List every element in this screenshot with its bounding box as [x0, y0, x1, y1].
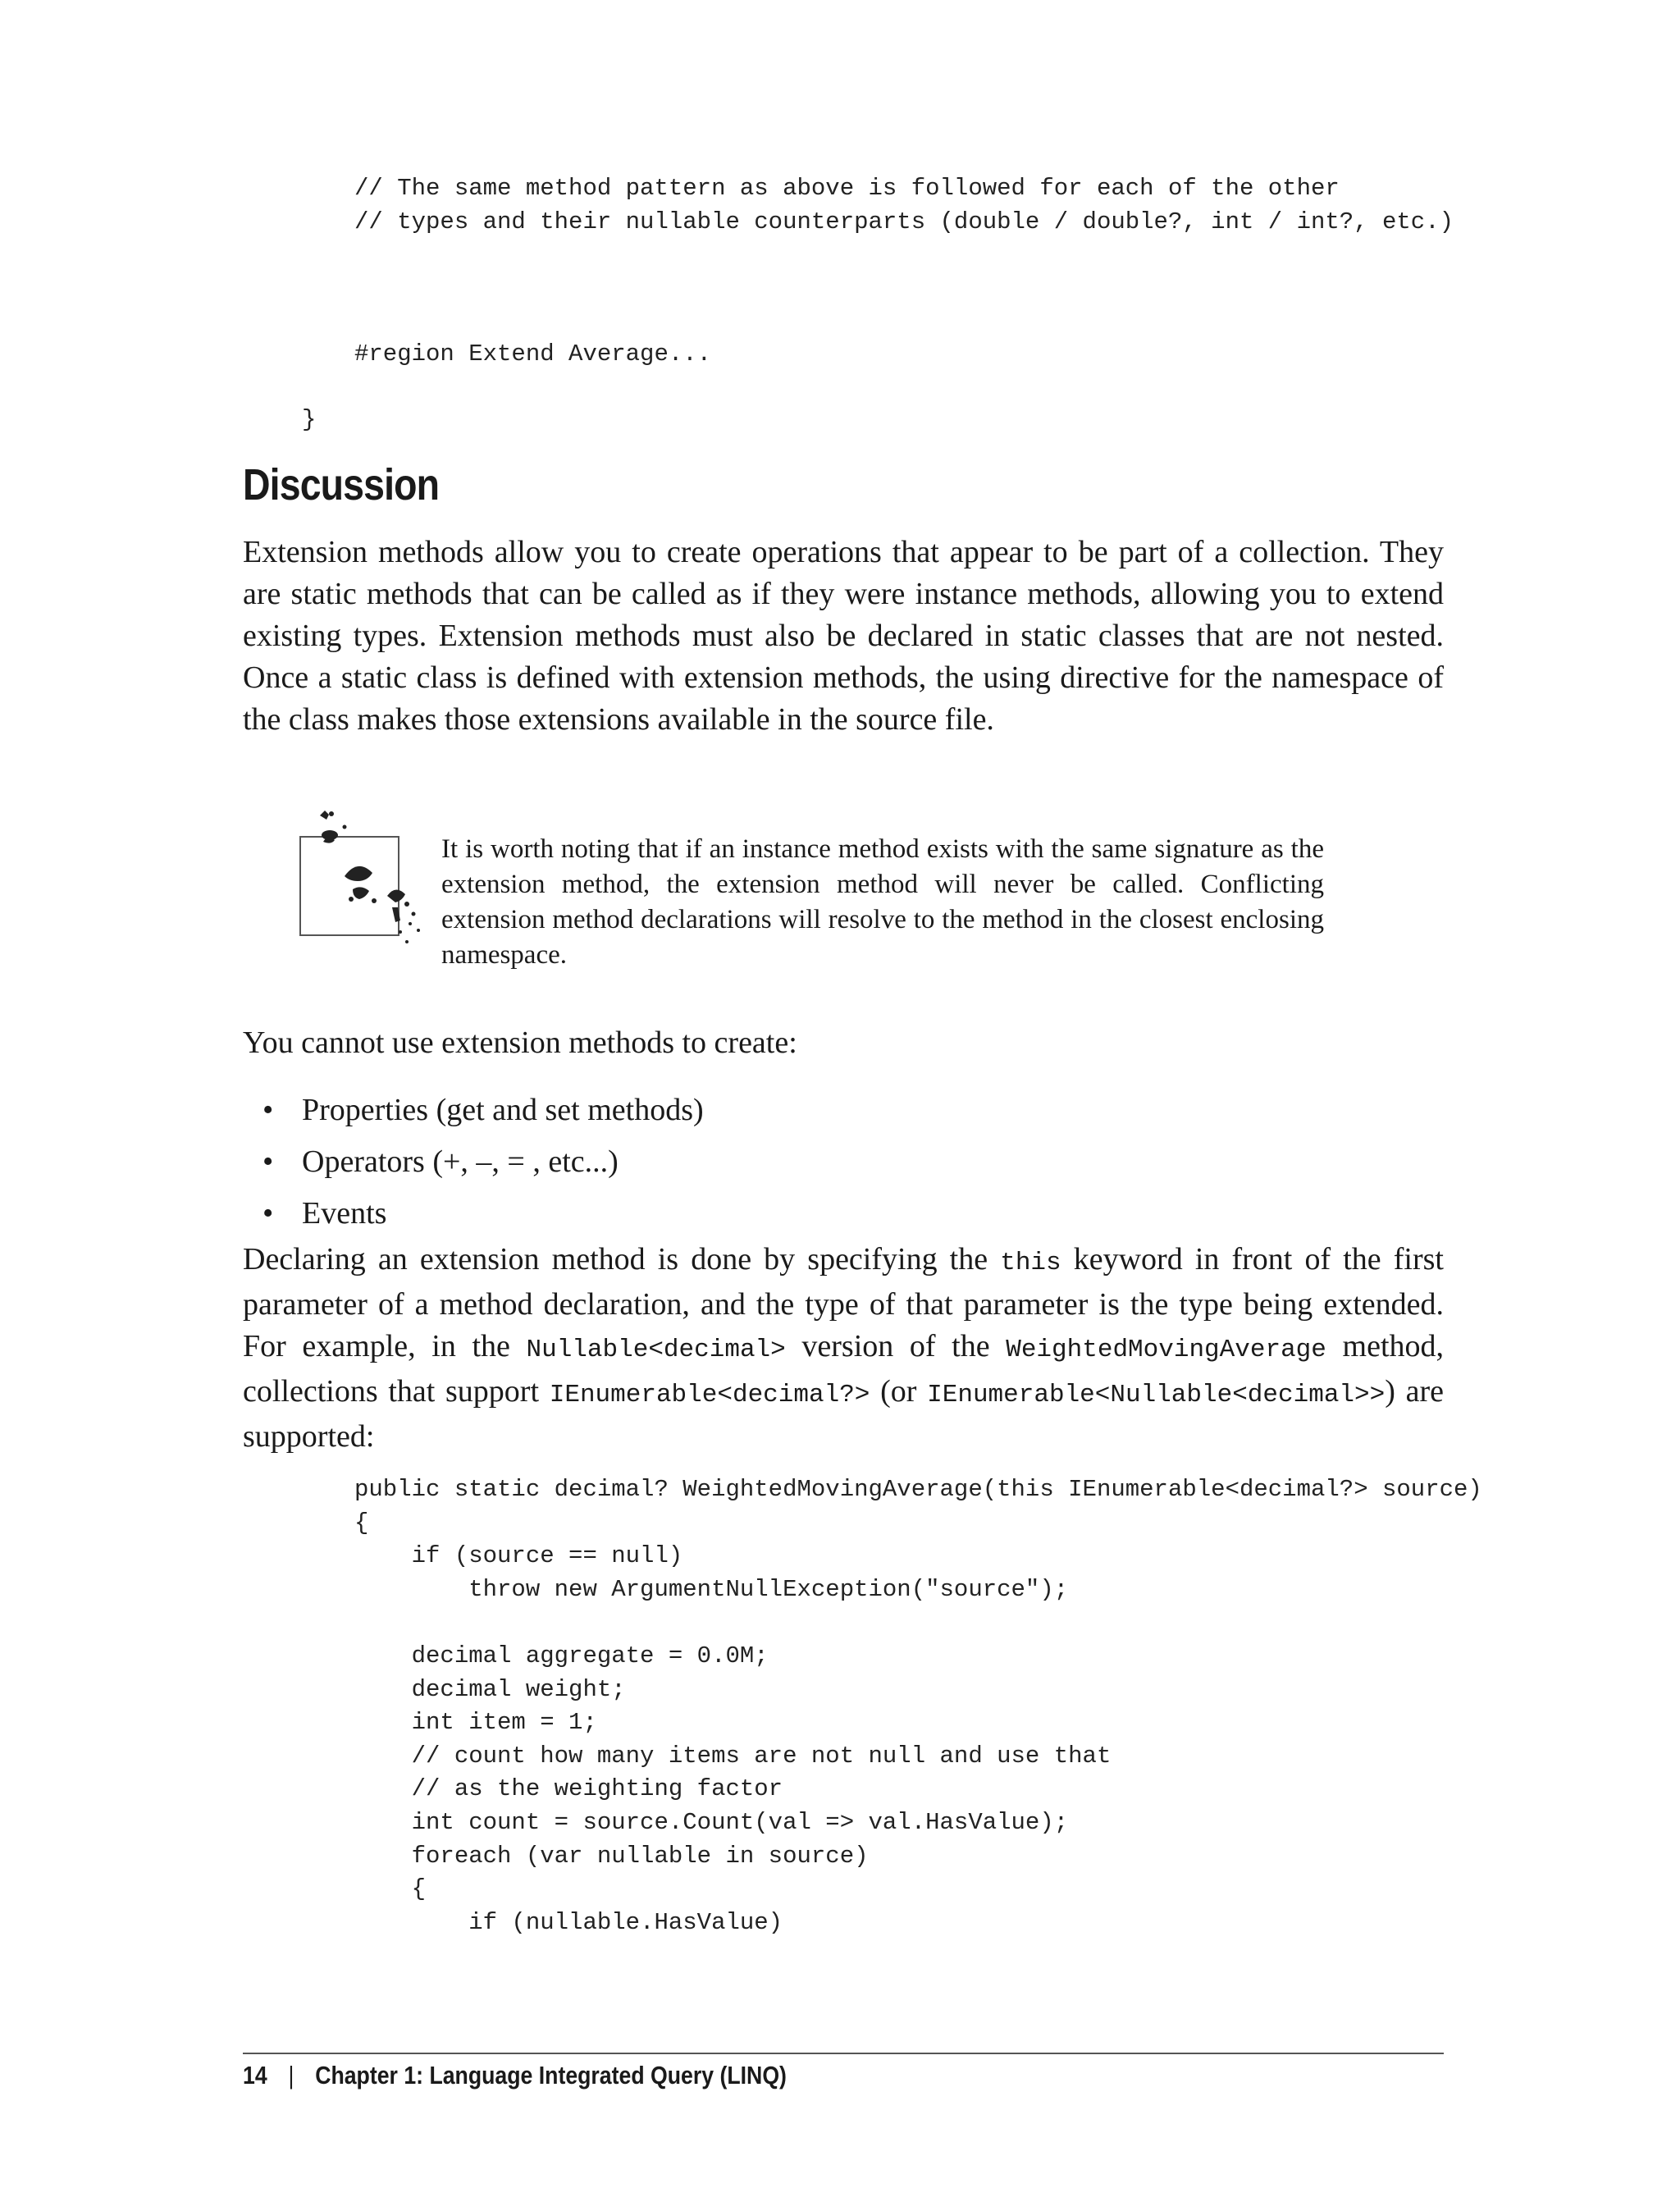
list-item	[262, 1188, 704, 1240]
section-heading: Discussion	[243, 460, 440, 509]
code-line: {	[354, 1875, 427, 1903]
page-number: 14	[243, 2061, 267, 2090]
inline-code: WeightedMovingAverage	[1006, 1336, 1326, 1364]
footer-rule	[243, 2053, 1444, 2054]
code-line: int count = source.Count(val => val.HasValue);	[354, 1808, 1069, 1836]
code-line: }	[302, 406, 317, 433]
list-item	[262, 1136, 704, 1188]
declaring-paragraph	[243, 1239, 1444, 1458]
text-run: keyword in front of the first parameter of a method declaration, and the type of that parameter is the type being extended. For example, in the	[243, 1242, 1444, 1363]
code-line: #region Extend Average...	[354, 340, 712, 368]
code-line: // The same method pattern as above is followed for each of the other	[354, 175, 1340, 202]
code-line: decimal aggregate = 0.0M;	[354, 1642, 769, 1669]
inline-code: this	[1000, 1249, 1061, 1277]
list-item-text: Properties (get and set methods)	[302, 1093, 704, 1127]
list-item-text: Events	[302, 1196, 387, 1231]
code-block-top	[354, 172, 1454, 239]
code-line: if (nullable.HasValue)	[354, 1908, 783, 1936]
bullet-icon: •	[262, 1144, 274, 1179]
note-text: It is worth noting that if an instance method exists with the same signature as the extension method, the extension method will never be called. Conflicting extension method declarations will resolve to the method in the closest enclosing namespace.	[441, 834, 1324, 970]
inline-code: IEnumerable<decimal?>	[549, 1381, 870, 1409]
code-closing-brace	[302, 404, 316, 437]
list-item	[262, 1085, 704, 1136]
code-line: foreach (var nullable in source)	[354, 1842, 869, 1870]
code-line: // as the weighting factor	[354, 1775, 783, 1803]
mushroom-tip-icon	[295, 804, 427, 952]
footer-separator: |	[288, 2061, 294, 2090]
page-footer	[243, 2061, 787, 2090]
inline-code: IEnumerable<Nullable<decimal>>	[927, 1381, 1386, 1409]
bullet-list	[262, 1085, 704, 1240]
bullet-icon: •	[262, 1093, 274, 1127]
code-line: {	[354, 1509, 369, 1537]
discussion-paragraph: Extension methods allow you to create operations that appear to be part of a collection. They are static methods that can be called as if they were instance methods, allowing you to extend existing types. Extension methods must also be declared in static classes that are not nested. Once a static class is defined with extension methods, the using directive for the namespace of the class makes those extensions available in the source file.	[243, 535, 1444, 737]
text-run: Declaring an extension method is done by specifying the	[243, 1242, 1001, 1277]
inline-code: Nullable<decimal>	[526, 1336, 786, 1364]
code-line: decimal weight;	[354, 1675, 626, 1703]
code-line: throw new ArgumentNullException("source");	[354, 1575, 1069, 1603]
code-line: // count how many items are not null and use that	[354, 1742, 1112, 1770]
text-run: version of the	[785, 1329, 1007, 1363]
code-line: if (source == null)	[354, 1542, 683, 1570]
text-run: ) are supported:	[243, 1374, 1444, 1454]
chapter-title: Chapter 1: Language Integrated Query (LINQ)	[315, 2061, 787, 2090]
code-line: int item = 1;	[354, 1709, 597, 1737]
text-run: (or	[870, 1374, 928, 1409]
list-item-text: Operators (+, –, = , etc...)	[302, 1144, 619, 1179]
code-block-main	[354, 1473, 1482, 1939]
code-line: // types and their nullable counterparts (double / double?, int / int?, etc.)	[354, 208, 1454, 235]
text-run: method, collections that support	[243, 1329, 1444, 1409]
bullet-icon: •	[262, 1196, 274, 1231]
code-line: public static decimal? WeightedMovingAverage(this IEnumerable<decimal?> source)	[354, 1476, 1482, 1503]
code-region-line	[354, 338, 711, 372]
cannot-intro: You cannot use extension methods to create:	[243, 1025, 797, 1060]
